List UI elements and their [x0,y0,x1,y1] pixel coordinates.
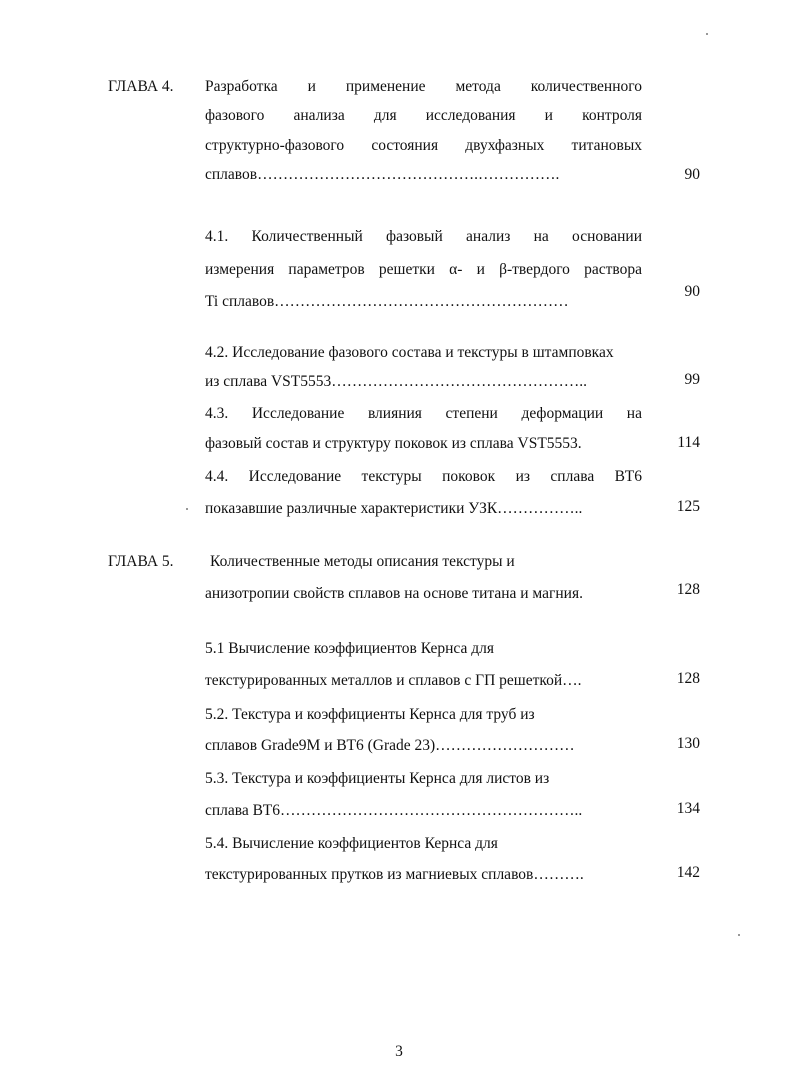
section-4-4-line-2: показавшие различные характеристики УЗК…………….. [205,500,583,517]
chapter-4-title-line-1: Разработка и применение метода количественного [205,78,642,95]
section-5-1-line-2: текстурированных металлов и сплавов с ГП решеткой…. [205,672,582,689]
section-5-3-line-2: сплава ВТ6………………………………………………….. [205,802,583,819]
section-4-2-page: 99 [684,371,700,388]
section-4-4-line-1: 4.4. Исследование текстуры поковок из сплава ВТ6 [205,468,642,485]
section-4-1-page: 90 [684,283,700,300]
section-4-1-line-1: 4.1. Количественный фазовый анализ на основании [205,228,642,245]
section-5-4-line-2: текстурированных прутков из магниевых сплавов………. [205,866,584,883]
section-5-1-page: 128 [676,670,700,687]
section-5-3-page: 134 [676,800,700,817]
chapter-4-label: ГЛАВА 4. [108,78,174,95]
chapter-5-page: 128 [676,581,700,598]
section-4-2-line-2: из сплава VST5553………………………………………….. [205,373,587,390]
chapter-4-title-line-4: сплавов…………………………………….……………. [205,166,560,183]
section-4-1-line-3: Ti сплавов………………………………………………… [205,293,569,310]
section-4-2-line-1: 4.2. Исследование фазового состава и текстуры в штамповках [205,344,614,361]
chapter-5-title-line-1: Количественные методы описания текстуры и [210,553,515,570]
scan-speck [706,33,708,35]
chapter-5-label: ГЛАВА 5. [108,553,174,570]
section-5-4-page: 142 [676,864,700,881]
chapter-4-page: 90 [684,166,700,183]
section-5-1-line-1: 5.1 Вычисление коэффициентов Кернса для [205,640,494,657]
chapter-4-title-line-2: фазового анализа для исследования и контроля [205,107,642,124]
section-5-2-line-1: 5.2. Текстура и коэффициенты Кернса для труб из [205,706,535,723]
page-number: 3 [395,1043,403,1060]
section-5-4-line-1: 5.4. Вычисление коэффициентов Кернса для [205,835,498,852]
section-4-3-line-2: фазовый состав и структуру поковок из сплава VST5553. [205,435,582,452]
chapter-5-title-line-2: анизотропии свойств сплавов на основе титана и магния. [205,585,583,602]
scan-speck [186,508,188,510]
section-4-3-line-1: 4.3. Исследование влияния степени деформации на [205,405,642,422]
section-5-2-page: 130 [676,735,700,752]
section-4-4-page: 125 [676,498,700,515]
section-5-3-line-1: 5.3. Текстура и коэффициенты Кернса для листов из [205,770,550,787]
section-4-1-line-2: измерения параметров решетки α- и β-твердого раствора [205,261,642,278]
chapter-4-title-line-3: структурно-фазового состояния двухфазных титановых [205,137,642,154]
section-5-2-line-2: сплавов Grade9M и ВТ6 (Grade 23)……………………… [205,737,575,754]
scan-speck [738,934,740,936]
section-4-3-page: 114 [677,434,700,451]
